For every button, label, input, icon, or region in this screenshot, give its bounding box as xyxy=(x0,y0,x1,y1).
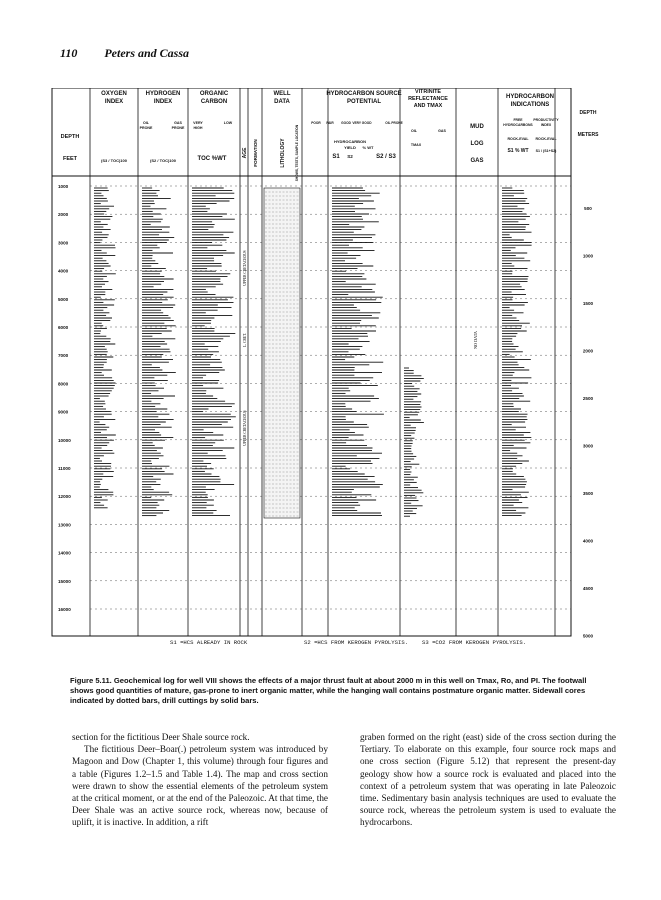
log-frame xyxy=(52,88,571,636)
header-productivity: PRODUCTIVITY xyxy=(533,118,559,122)
header-hc-source: HYDROCARBON SOURCE xyxy=(326,91,402,97)
depth-feet-label: 12000 xyxy=(58,494,71,500)
body-column-left xyxy=(72,731,328,829)
header-hydrogen-sub: (S2 / TOC)100 xyxy=(150,158,176,163)
header-productivity: INDEX xyxy=(540,123,552,127)
depth-meters-label: 2000 xyxy=(582,348,594,354)
log-footer-notes xyxy=(170,639,526,646)
footer-note-s2: S2 =HCS FROM KEROGEN PYROLYSIS. xyxy=(304,639,409,646)
header-toc-label: VERY xyxy=(193,121,203,125)
depth-feet-label: 16000 xyxy=(58,607,71,612)
body-paragraph: The fictitious Deer–Boar(.) petroleum system was introduced by Magoon and Dow (Chapter 1, this volume) through four figures and a table (Figures 1.2–1.5 and Table 1.4). The map and cross section were drawn to show the essential elements of the petroleum system at the critical moment, or at the end of the Paleozoic. At that time, the Deer Shale was an active source rock, whereas now, because of uplift, it is inactive. In addition, a rift xyxy=(72,744,328,828)
header-vitrinite: REFLECTANCE xyxy=(408,96,448,102)
running-header xyxy=(60,46,189,61)
header-rock-eval-pi: ROCK-EVAL xyxy=(535,137,557,141)
depth-feet-label: 5000 xyxy=(58,296,69,302)
header-vitrinite: VITRINITE xyxy=(414,89,442,95)
depth-feet-label: 8000 xyxy=(58,381,69,387)
header-formation: FORMATION xyxy=(253,139,258,167)
header-feet: FEET xyxy=(62,156,78,162)
depth-feet-label: 15000 xyxy=(58,578,71,584)
header-shows-tests: SHOWS, TESTS, SAMPLE LOCATION xyxy=(295,124,299,182)
header-wt: % WT xyxy=(362,145,374,150)
depth-meters-label: 500 xyxy=(584,206,592,211)
header-toc-label: LOW xyxy=(223,121,233,125)
header-hc-indications: HYDROCARBON xyxy=(506,94,554,100)
running-head-authors: Peters and Cassa xyxy=(104,46,190,60)
header-pi-formula: S1 / (S1+S2) xyxy=(535,149,557,153)
geochemical-log-figure xyxy=(50,88,605,648)
depth-meters-label: 5000 xyxy=(582,633,594,639)
header-hc-source-label: POOR xyxy=(311,121,321,125)
depth-feet-label: 1000 xyxy=(58,184,69,189)
depth-feet-label: 4000 xyxy=(58,268,69,274)
depth-feet-label: 13000 xyxy=(58,522,71,528)
header-oxygen-index: INDEX xyxy=(104,99,124,105)
header-hydrogen-index: INDEX xyxy=(153,99,173,105)
header-organic-carbon: ORGANIC xyxy=(199,91,229,97)
lithology-column xyxy=(264,188,300,518)
header-s1-wt: S1 % WT xyxy=(507,148,529,154)
depth-meters-label: 4000 xyxy=(582,538,594,544)
body-paragraph: graben formed on the right (east) side of the cross section during the Tertiary. To elaborate on this example, four source rock maps and one cross section (Figure 5.12) that represent the present-day geology show how a source rock is evaluated and placed into the context of a petroleum system that was operating in late Paleozoic time. Sedimentary basin analysis techniques are used to evaluate the source rock, whereas the petroleum system is used to evaluate the hydrocarbons. xyxy=(360,732,616,828)
header-hc-yield: HYDROCARBON xyxy=(334,139,366,144)
depth-meters-label: 2500 xyxy=(582,396,594,401)
depth-feet-label: 14000 xyxy=(58,550,71,556)
depth-feet-label: 10000 xyxy=(58,437,71,443)
header-s2: S2 xyxy=(347,154,353,159)
header-hi-label: GAS xyxy=(174,121,182,125)
age-label-upper: UPPER CRETACEOUS xyxy=(243,410,247,446)
header-hi-label: PRONE xyxy=(171,126,185,130)
header-free-hc: FREE xyxy=(513,118,523,122)
header-hc-source-label: VERY GOOD xyxy=(352,121,372,125)
depth-feet-label: 3000 xyxy=(58,240,69,246)
header-s1: S1 xyxy=(332,154,340,160)
header-s2s3: S2 / S3 xyxy=(376,154,396,160)
header-hi-label: PRONE xyxy=(139,126,153,130)
depth-meters-label: 3500 xyxy=(582,491,594,496)
depth-meters-label: 3000 xyxy=(582,443,594,449)
header-hydrogen-index: HYDROGEN xyxy=(145,91,181,97)
header-vitrinite-label: OIL xyxy=(411,129,417,133)
header-toc: TOC %WT xyxy=(197,156,227,162)
header-organic-carbon: CARBON xyxy=(200,99,228,105)
depth-meters-label: 4500 xyxy=(582,586,594,591)
header-hc-source: POTENTIAL xyxy=(347,99,381,105)
header-well-data: DATA xyxy=(274,99,290,105)
header-free-hc: HYDROCARBONS xyxy=(503,123,533,127)
footer-note-s1: S1 =HCS ALREADY IN ROCK xyxy=(170,639,248,646)
header-rock-eval: ROCK-EVAL xyxy=(507,137,529,141)
header-mud-log-gas: LOG xyxy=(470,141,484,147)
header-mud-log-gas: MUD xyxy=(470,124,484,130)
header-oxygen-sub: (S3 / TOC)100 xyxy=(101,158,127,163)
header-meters: METERS xyxy=(577,132,599,138)
header-oxygen-index: OXYGEN xyxy=(101,91,127,97)
header-hc-indications: INDICATIONS xyxy=(510,102,550,108)
depth-meters-label: 1000 xyxy=(582,253,594,259)
header-mud-log-gas: GAS xyxy=(470,158,484,164)
depth-feet-label: 2000 xyxy=(58,212,69,218)
depth-feet-label: 6000 xyxy=(58,325,69,330)
header-depth-left: DEPTH xyxy=(60,134,80,140)
header-hi-label: OIL xyxy=(143,121,149,125)
header-well-data: WELL xyxy=(273,91,291,97)
log-headers xyxy=(61,89,599,181)
header-hc-source-label: GOOD xyxy=(341,121,351,125)
footer-note-s3: S3 =CO2 FROM KEROGEN PYROLYSIS. xyxy=(422,639,527,646)
figure-caption: Figure 5.11. Geochemical log for well VIII shows the effects of a major thrust fault at about 2000 m in this well on Tmax, Ro, and PI. The footwall shows good quantities of mature, gas-prone to inert organic matter, while the hanging wall contains postmature organic matter. Sidewall cores indicated by dotted bars, drill cuttings by solid bars. xyxy=(70,676,587,705)
depth-feet-label: 7000 xyxy=(58,353,69,359)
header-vitrinite-label: GAS xyxy=(438,129,446,133)
header-lithology: LITHOLOGY xyxy=(280,138,286,168)
page-number: 110 xyxy=(60,46,78,60)
body-paragraph: section for the fictitious Deer Shale source rock. xyxy=(72,732,250,742)
header-hc-source-label: OIL PRONE xyxy=(385,121,403,125)
no-data-label: NO DATA xyxy=(473,331,478,349)
header-depth-right: DEPTH xyxy=(579,110,597,116)
age-label-upper: UPPER CRETACEOUS xyxy=(243,250,247,286)
depth-meters-label: 1500 xyxy=(582,301,594,306)
header-vitrinite: AND TMAX xyxy=(413,103,443,109)
header-vitrinite-label: TMAX xyxy=(410,143,422,147)
header-age: AGE xyxy=(242,147,248,159)
depth-feet-label: 9000 xyxy=(58,409,69,415)
header-toc-label: HIGH xyxy=(193,126,203,130)
log-border xyxy=(52,88,571,636)
log-tracks xyxy=(94,188,532,518)
header-hc-source-label: FAIR xyxy=(326,121,334,125)
depth-feet-label: 11000 xyxy=(58,466,71,471)
body-column-right xyxy=(360,731,616,829)
header-hc-yield: YIELD xyxy=(344,145,356,150)
age-label-lower: L. CRET. xyxy=(243,333,247,347)
